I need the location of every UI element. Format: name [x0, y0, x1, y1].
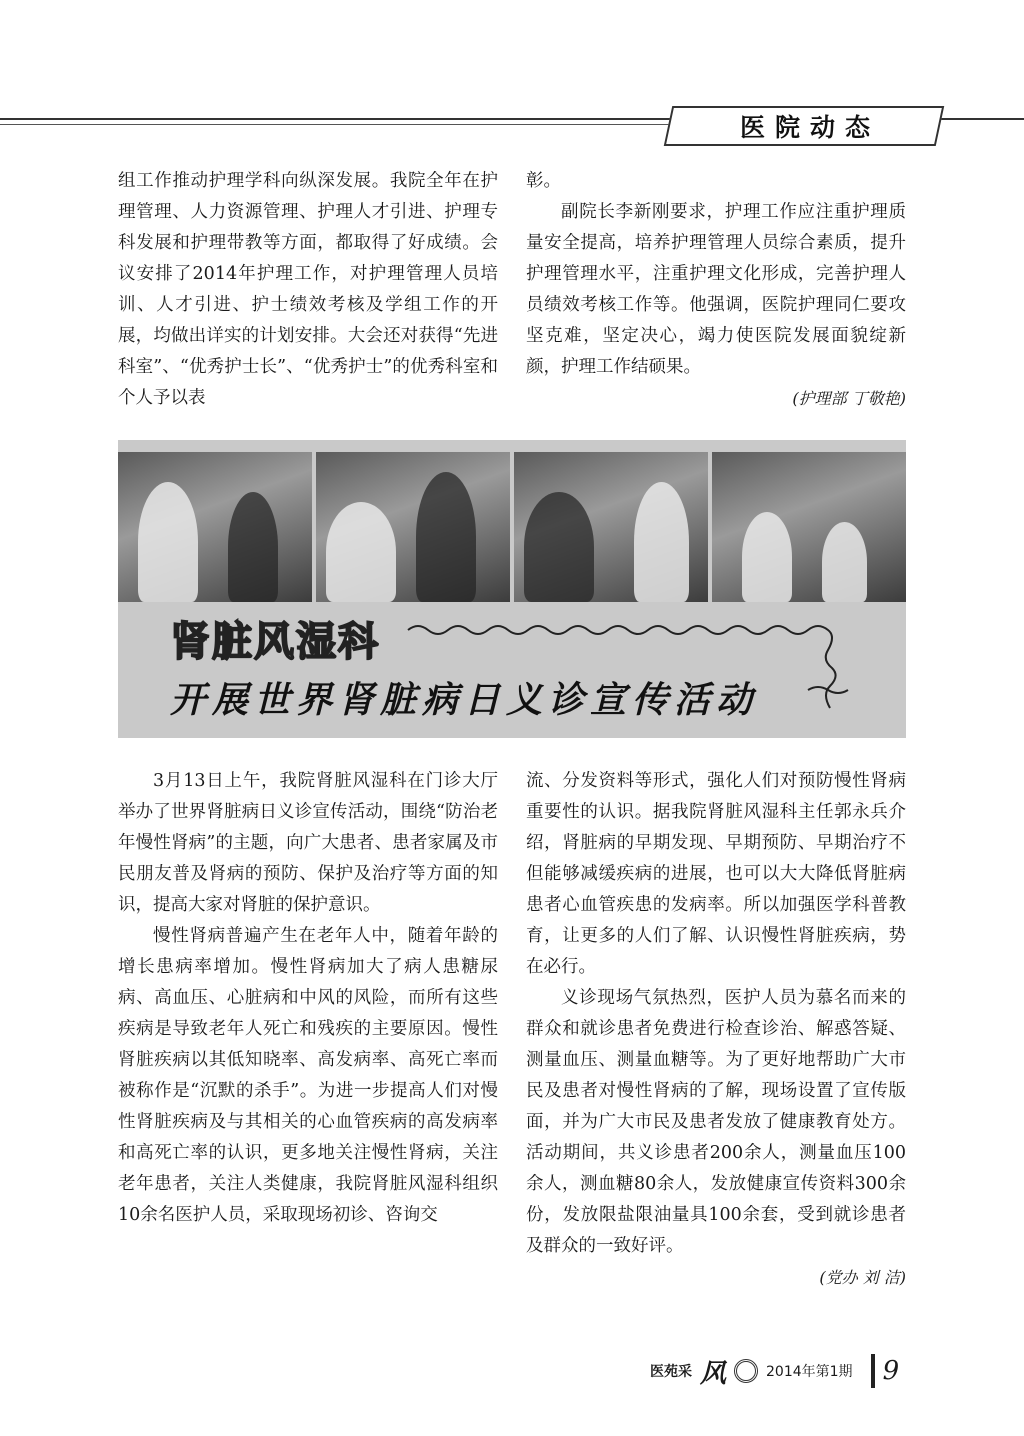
banner-title-line1: 肾脏风湿科	[170, 619, 380, 665]
photo-strip	[118, 452, 906, 602]
article-left-paragraph-1: 3月13日上午，我院肾脏风湿科在门诊大厅举办了世界肾脏病日义诊宣传活动，围绕“防治老年慢性肾病”的主题，向广大患者、患者家属及市民朋友普及肾病的预防、保护及治疗等方面的知识，提高大家对肾脏的保护意识。	[118, 771, 498, 915]
magazine-name: 医苑采	[650, 1364, 692, 1380]
magazine-name-char: 风	[700, 1358, 727, 1389]
top-right-signature: (护理部 丁敬艳)	[792, 389, 906, 408]
page-footer	[650, 1356, 900, 1389]
photo-blood-pressure	[514, 452, 708, 602]
header-rule-right	[940, 118, 1024, 120]
article-right-paragraph-1: 流、分发资料等形式，强化人们对预防慢性肾病重要性的认识。据我院肾脏风湿科主任郭永兵介绍，肾脏病的早期发现、早期预防、早期治疗不但能够减缓疾病的进展，也可以大大降低肾脏病患者心血管疾患的发病率。所以加强医学科普教育，让更多的人们了解、认识慢性肾脏疾病，势在必行。	[526, 771, 906, 977]
top-left-paragraph: 组工作推动护理学科向纵深发展。我院全年在护理管理、人力资源管理、护理人才引进、护理专科发展和护理带教等方面，都取得了好成绩。会议安排了2014年护理工作，对护理管理人员培训、人才引进、护士绩效考核及学组工作的开展，均做出详实的计划安排。大会还对获得“先进科室”、“优秀护士长”、“优秀护士”的优秀科室和个人予以表	[118, 171, 498, 408]
article-left-paragraph-2: 慢性肾病普遍产生在老年人中，随着年龄的增长患病率增加。慢性肾病加大了病人患糖尿病、高血压、心脏病和中风的风险，而所有这些疾病是导致老年人死亡和残疾的主要原因。慢性肾脏疾病以其低知晓率、高发病率、高死亡率而被称作是“沉默的杀手”。为进一步提高人们对慢性肾脏疾病及与其相关的心血管疾病的高发病率和高死亡率的认识，更多地关注慢性肾病，关注老年患者，关注人类健康，我院肾脏风湿科组织10余名医护人员，采取现场初诊、咨询交	[118, 926, 498, 1225]
top-right-continuation: 彰。	[526, 171, 561, 191]
article-right-column	[526, 766, 906, 1293]
article-left-column	[118, 766, 498, 1231]
article-banner	[118, 440, 906, 738]
photo-doctor-consult	[118, 452, 312, 602]
photo-nurse-measure	[316, 452, 510, 602]
banner-title-line2: 开展世界肾脏病日义诊宣传活动	[170, 679, 759, 721]
article-signature: (党办 刘 洁)	[819, 1268, 906, 1287]
top-right-column	[526, 166, 906, 414]
page-number: 9	[882, 1356, 900, 1386]
magazine-logo-icon	[734, 1359, 758, 1383]
photo-hall-crowd	[712, 452, 906, 602]
article-right-paragraph-2: 义诊现场气氛热烈，医护人员为慕名而来的群众和就诊患者免费进行检查诊治、解惑答疑、测量血压、测量血糖等。为了更好地帮助广大市民及患者对慢性肾病的了解，现场设置了宣传版面，并为广大市民及患者发放了健康教育处方。活动期间，共义诊患者200余人，测量血压100余人，测血糖80余人，发放健康宣传资料300余份，发放限盐限油量具100余套，受到就诊患者及群众的一致好评。	[526, 988, 906, 1256]
header-rule-thin	[0, 124, 680, 125]
top-right-paragraph: 副院长李新刚要求，护理工作应注重护理质量安全提高，培养护理管理人员综合素质，提升护理管理水平，注重护理文化形成，完善护理人员绩效考核工作等。他强调，医院护理同仁要攻坚克难，坚定决心，竭力使医院发展面貌绽新颜，护理工作结硕果。	[526, 202, 906, 377]
footer-divider	[871, 1354, 875, 1388]
section-title: 医院动态	[739, 113, 880, 142]
header-rule	[0, 118, 680, 120]
issue-label: 2014年第1期	[766, 1364, 853, 1380]
top-left-column	[118, 166, 498, 414]
